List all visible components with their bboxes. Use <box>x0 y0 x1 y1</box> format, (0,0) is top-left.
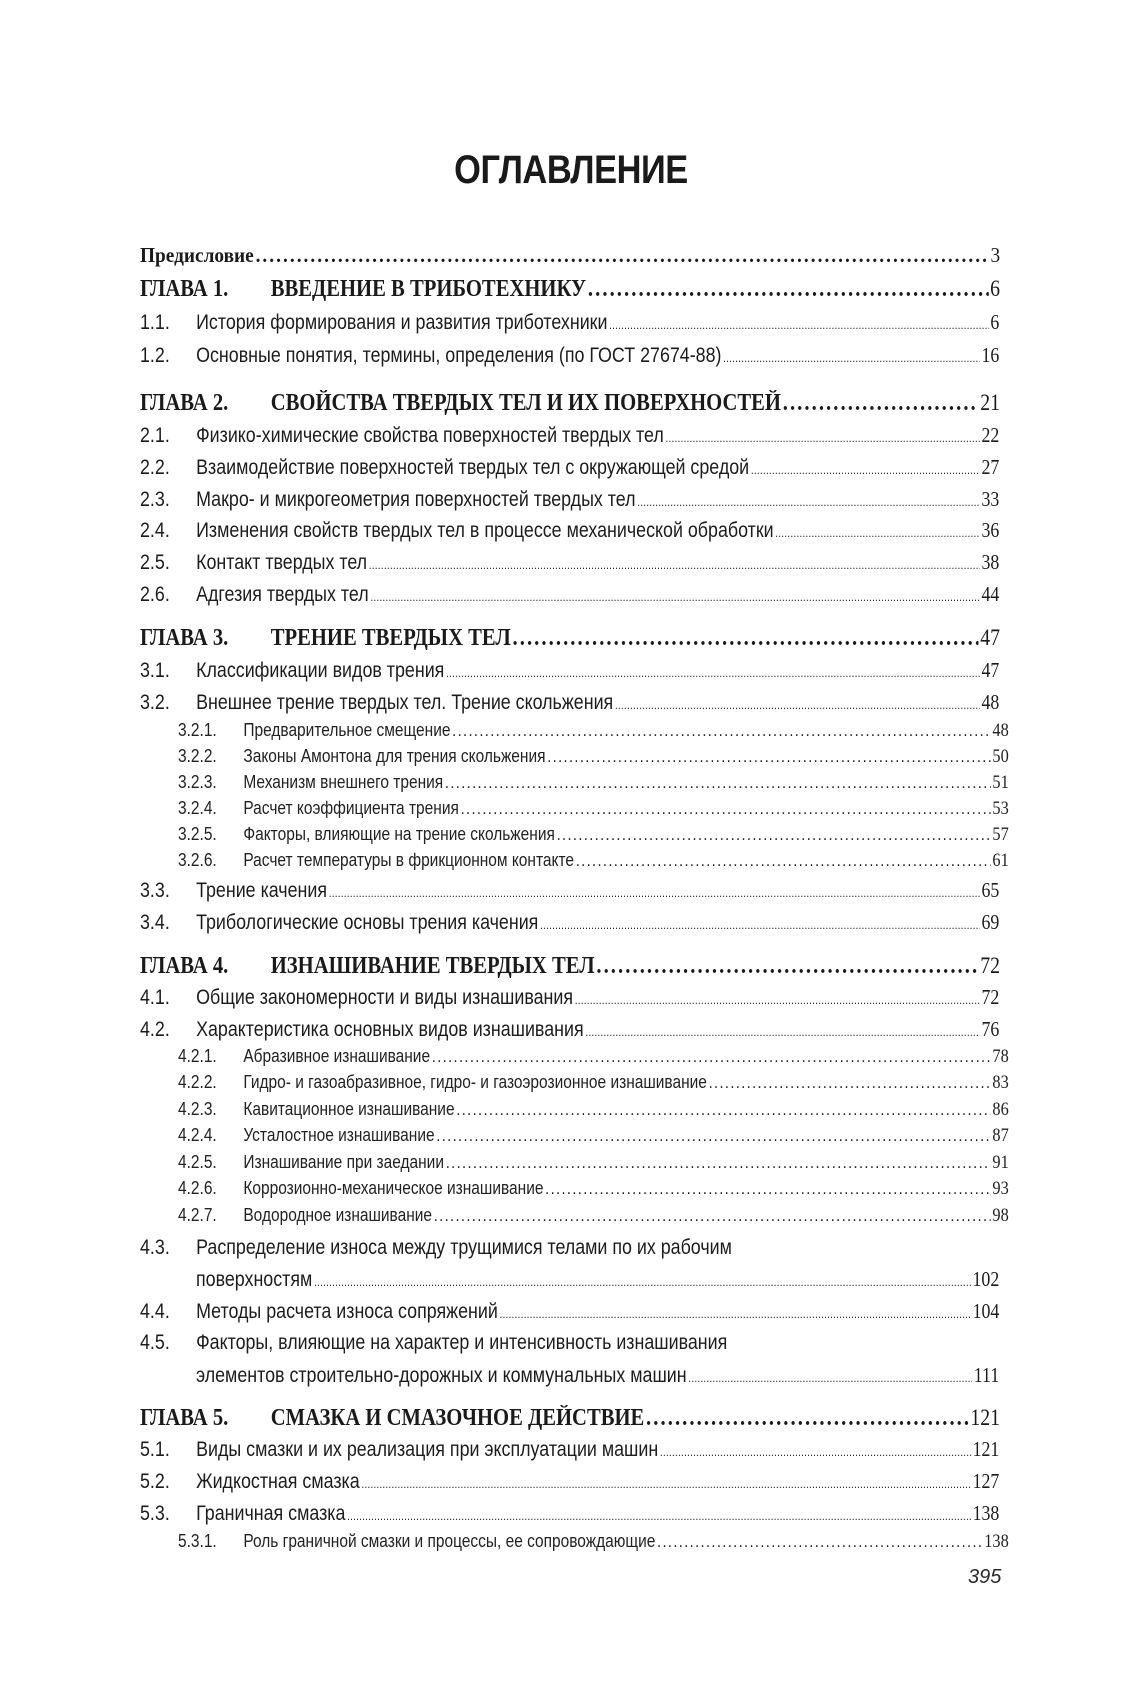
dot-leader <box>370 590 979 604</box>
entry-title: Граничная смазка <box>196 1502 346 1525</box>
entry-title: элементов строительно-дорожных и коммунальных машин <box>196 1364 687 1387</box>
dot-leader <box>665 431 979 445</box>
dot-leader <box>637 495 980 509</box>
toc-section-entry <box>140 690 999 715</box>
dot-leader <box>657 1532 982 1552</box>
toc-section-entry <box>140 1437 999 1462</box>
entry-number: 3.2.3. <box>178 772 217 792</box>
dot-leader <box>446 1153 991 1173</box>
toc-chapter-entry <box>140 1405 1000 1432</box>
entry-number: 2.1. <box>140 424 170 447</box>
page-number: 395 <box>968 1566 1002 1588</box>
dot-leader <box>513 625 979 652</box>
entry-title: ТРЕНИЕ ТВЕРДЫХ ТЕЛ <box>270 625 511 651</box>
entry-number: ГЛАВА 5. <box>140 1405 229 1431</box>
entry-number: 4.2.1. <box>178 1046 217 1066</box>
toc-section-entry <box>140 423 999 448</box>
entry-number: ГЛАВА 1. <box>140 276 229 302</box>
entry-number: 5.3.1. <box>178 1531 217 1551</box>
entry-title: Взаимодействие поверхностей твердых тел с окружающей средой <box>196 456 750 479</box>
dot-leader <box>545 1179 991 1199</box>
toc-front-entry <box>140 243 1000 268</box>
dot-leader <box>646 1405 969 1432</box>
toc-section-entry <box>196 1363 999 1388</box>
entry-title: Изнашивание при заедании <box>243 1152 444 1172</box>
dot-leader <box>500 1307 971 1321</box>
entry-page-number: 61 <box>992 850 1009 871</box>
entry-number: 1.2. <box>140 344 170 367</box>
toc-chapter-entry <box>140 276 1000 303</box>
entry-title: Предварительное смещение <box>243 720 451 740</box>
entry-title: Расчет коэффициента трения <box>243 798 459 818</box>
entry-title: поверхностям <box>196 1268 313 1291</box>
toc-section-entry <box>140 550 999 575</box>
entry-title: Изменения свойств твердых тел в процессе механической обработки <box>196 519 774 542</box>
entry-number: 1.1. <box>140 311 170 334</box>
toc-subsection-entry <box>178 1205 1009 1227</box>
dot-leader <box>456 1100 990 1120</box>
entry-page-number: 47 <box>980 625 1000 650</box>
entry-number: 3.2.2. <box>178 746 217 766</box>
toc-section-entry <box>140 455 999 480</box>
entry-title: Трение качения <box>196 879 328 902</box>
entry-number: 3.3. <box>140 879 170 902</box>
toc-section-entry <box>140 518 999 543</box>
toc-subsection-entry <box>178 850 1009 872</box>
dot-leader <box>329 886 980 900</box>
dot-leader <box>540 918 980 932</box>
entry-title: Макро- и микрогеометрия поверхностей твердых тел <box>196 488 636 511</box>
dot-leader <box>775 526 980 540</box>
entry-title: Гидро- и газоабразивное, гидро- и газоэрозионное изнашивание <box>243 1072 707 1092</box>
entry-number: 2.3. <box>140 488 170 511</box>
entry-title: Виды смазки и их реализация при эксплуатации машин <box>196 1438 659 1461</box>
dot-leader <box>596 953 978 980</box>
entry-page-number: 121 <box>972 1437 1000 1461</box>
dot-leader <box>588 276 988 303</box>
toc-section-entry <box>140 985 999 1010</box>
dot-leader <box>783 390 979 417</box>
entry-number: 2.2. <box>140 456 170 479</box>
entry-page-number: 78 <box>992 1046 1009 1067</box>
entry-page-number: 47 <box>981 658 1000 682</box>
entry-title: ИЗНАШИВАНИЕ ТВЕРДЫХ ТЕЛ <box>270 953 595 979</box>
entry-page-number: 98 <box>992 1205 1009 1226</box>
entry-number: ГЛАВА 2. <box>140 390 229 416</box>
dot-leader <box>575 993 980 1007</box>
entry-page-number: 65 <box>981 878 1000 902</box>
entry-title: Предисловие <box>140 243 254 267</box>
dot-leader <box>445 773 991 793</box>
entry-title: Законы Амонтона для трения скольжения <box>243 746 546 766</box>
dot-leader <box>751 463 980 477</box>
entry-title: СВОЙСТВА ТВЕРДЫХ ТЕЛ И ИХ ПОВЕРХНОСТЕЙ <box>270 390 781 416</box>
entry-page-number: 48 <box>992 720 1009 741</box>
toc-section-entry <box>140 1501 999 1526</box>
entry-title: Расчет температуры в фрикционном контакте <box>243 850 574 870</box>
toc-subsection-entry <box>178 746 1009 768</box>
toc-subsection-entry <box>178 798 1009 820</box>
toc-section-entry <box>140 582 999 607</box>
toc-section-entry <box>196 1267 999 1292</box>
entry-page-number: 138 <box>984 1531 1009 1552</box>
toc-section-entry <box>140 1331 999 1355</box>
dot-leader <box>557 825 991 845</box>
entry-page-number: 3 <box>990 243 1001 267</box>
dot-leader <box>432 1047 991 1067</box>
toc-subsection-entry <box>178 1072 1009 1094</box>
toc-subsection-entry <box>178 1046 1009 1068</box>
entry-title: ВВЕДЕНИЕ В ТРИБОТЕХНИКУ <box>270 276 587 302</box>
entry-number: 4.2.2. <box>178 1072 217 1092</box>
dot-leader <box>369 558 980 572</box>
entry-title: Водородное изнашивание <box>243 1205 433 1225</box>
dot-leader <box>723 351 980 365</box>
entry-number: 4.4. <box>140 1300 170 1323</box>
dot-leader <box>660 1445 971 1459</box>
toc-subsection-entry <box>178 720 1009 742</box>
entry-page-number: 86 <box>992 1099 1009 1120</box>
dot-leader <box>609 318 989 332</box>
entry-title: Характеристика основных видов изнашивания <box>196 1018 584 1041</box>
entry-number: 3.2.1. <box>178 720 217 740</box>
entry-title: Абразивное изнашивание <box>243 1046 431 1066</box>
entry-number: 2.5. <box>140 551 170 574</box>
toc-section-entry <box>140 343 999 368</box>
entry-title: Жидкостная смазка <box>196 1470 360 1493</box>
toc-section-entry <box>140 1017 999 1042</box>
entry-number: 4.2.5. <box>178 1152 217 1172</box>
toc-section-entry <box>140 310 999 335</box>
entry-number: 4.2. <box>140 1018 170 1041</box>
entry-page-number: 6 <box>990 310 1000 334</box>
toc-subsection-entry <box>178 1152 1009 1174</box>
entry-page-number: 44 <box>981 582 1000 606</box>
toc-section-entry <box>140 487 999 512</box>
toc-section-entry <box>140 1299 999 1324</box>
entry-page-number: 111 <box>973 1363 1000 1387</box>
dot-leader <box>576 851 991 871</box>
toc-subsection-entry <box>178 824 1009 846</box>
entry-title: Контакт твердых тел <box>196 551 368 574</box>
entry-title: Коррозионно-механическое изнашивание <box>243 1178 544 1198</box>
entry-number: 4.2.6. <box>178 1178 217 1198</box>
entry-title: Адгезия твердых тел <box>196 583 369 606</box>
entry-page-number: 104 <box>972 1299 1000 1323</box>
entry-page-number: 93 <box>992 1178 1009 1199</box>
entry-number: 3.2. <box>140 691 170 714</box>
entry-page-number: 102 <box>972 1267 1000 1291</box>
entry-number: 4.1. <box>140 986 170 1009</box>
entry-number: 3.2.6. <box>178 850 217 870</box>
entry-page-number: 22 <box>981 423 1000 447</box>
entry-number: 2.6. <box>140 583 170 606</box>
entry-number: 4.3. <box>140 1236 170 1259</box>
entry-title: Усталостное изнашивание <box>243 1125 435 1145</box>
entry-page-number: 87 <box>992 1125 1009 1146</box>
entry-title: Роль граничной смазки и процессы, ее сопровождающие <box>243 1531 656 1551</box>
toc-section-entry <box>140 1236 999 1260</box>
toc-section-entry <box>140 878 999 903</box>
dot-leader <box>434 1206 991 1226</box>
entry-number: 2.4. <box>140 519 170 542</box>
entry-title: Распределение износа между трущимися телами по их рабочим <box>196 1236 732 1259</box>
toc-section-entry <box>140 1469 999 1494</box>
entry-page-number: 121 <box>970 1405 1000 1430</box>
entry-title: Общие закономерности и виды изнашивания <box>196 986 574 1009</box>
dot-leader <box>446 666 980 680</box>
dot-leader <box>256 243 989 268</box>
entry-page-number: 69 <box>981 910 1000 934</box>
entry-page-number: 138 <box>972 1501 1000 1525</box>
entry-page-number: 83 <box>992 1072 1009 1093</box>
entry-page-number: 127 <box>972 1469 1000 1493</box>
entry-number: 4.2.3. <box>178 1099 217 1119</box>
entry-number: 5.1. <box>140 1438 170 1461</box>
entry-page-number: 72 <box>980 953 1000 978</box>
entry-number: 5.3. <box>140 1502 170 1525</box>
toc-chapter-entry <box>140 625 1000 652</box>
entry-number: 3.4. <box>140 911 170 934</box>
entry-page-number: 33 <box>981 487 1000 511</box>
entry-title: СМАЗКА И СМАЗОЧНОЕ ДЕЙСТВИЕ <box>270 1405 645 1431</box>
dot-leader <box>361 1477 971 1491</box>
entry-number: 4.2.7. <box>178 1205 217 1225</box>
toc-subsection-entry <box>178 1531 1009 1553</box>
entry-title: Механизм внешнего трения <box>243 772 444 792</box>
entry-page-number: 6 <box>990 276 1000 301</box>
dot-leader <box>615 698 980 712</box>
entry-number: ГЛАВА 3. <box>140 625 229 651</box>
entry-page-number: 48 <box>981 690 1000 714</box>
toc-subsection-entry <box>178 1178 1009 1200</box>
toc-section-entry <box>140 658 999 683</box>
entry-title: Кавитационное изнашивание <box>243 1099 455 1119</box>
toc-chapter-entry <box>140 390 1000 417</box>
dot-leader <box>547 747 990 767</box>
dot-leader <box>347 1509 971 1523</box>
dot-leader <box>314 1275 971 1289</box>
dot-leader <box>436 1126 990 1146</box>
entry-number: 4.5. <box>140 1331 170 1354</box>
page-title: ОГЛАВЛЕНИЕ <box>454 148 688 192</box>
entry-page-number: 38 <box>981 550 1000 574</box>
entry-page-number: 16 <box>981 343 1000 367</box>
entry-page-number: 36 <box>981 518 1000 542</box>
dot-leader <box>688 1371 972 1385</box>
entry-number: ГЛАВА 4. <box>140 953 229 979</box>
entry-number: 3.1. <box>140 659 170 682</box>
dot-leader <box>585 1025 979 1039</box>
entry-page-number: 57 <box>992 824 1009 845</box>
entry-title: Физико-химические свойства поверхностей твердых тел <box>196 424 664 447</box>
entry-number: 5.2. <box>140 1470 170 1493</box>
entry-number: 4.2.4. <box>178 1125 217 1145</box>
entry-title: Факторы, влияющие на трение скольжения <box>243 824 555 844</box>
toc-subsection-entry <box>178 1125 1009 1147</box>
entry-page-number: 76 <box>981 1017 1000 1041</box>
entry-title: Трибологические основы трения качения <box>196 911 539 934</box>
entry-title: Факторы, влияющие на характер и интенсивность изнашивания <box>196 1331 728 1354</box>
dot-leader <box>461 799 991 819</box>
entry-title: Классификации видов трения <box>196 659 445 682</box>
entry-page-number: 53 <box>992 798 1009 819</box>
entry-page-number: 50 <box>992 746 1009 767</box>
toc-subsection-entry <box>178 1099 1009 1121</box>
entry-page-number: 91 <box>992 1152 1009 1173</box>
entry-page-number: 27 <box>981 455 1000 479</box>
entry-number: 3.2.4. <box>178 798 217 818</box>
toc-chapter-entry <box>140 953 1000 980</box>
dot-leader <box>709 1073 991 1093</box>
entry-page-number: 51 <box>992 772 1009 793</box>
entry-title: Методы расчета износа сопряжений <box>196 1300 498 1323</box>
entry-title: История формирования и развития триботехники <box>196 311 608 334</box>
entry-title: Основные понятия, термины, определения (по ГОСТ 27674-88) <box>196 344 722 367</box>
entry-number: 3.2.5. <box>178 824 217 844</box>
entry-page-number: 72 <box>981 985 1000 1009</box>
toc-subsection-entry <box>178 772 1009 794</box>
toc-section-entry <box>140 910 999 935</box>
entry-page-number: 21 <box>980 390 1000 415</box>
dot-leader <box>452 721 991 741</box>
entry-title: Внешнее трение твердых тел. Трение скольжения <box>196 691 614 714</box>
